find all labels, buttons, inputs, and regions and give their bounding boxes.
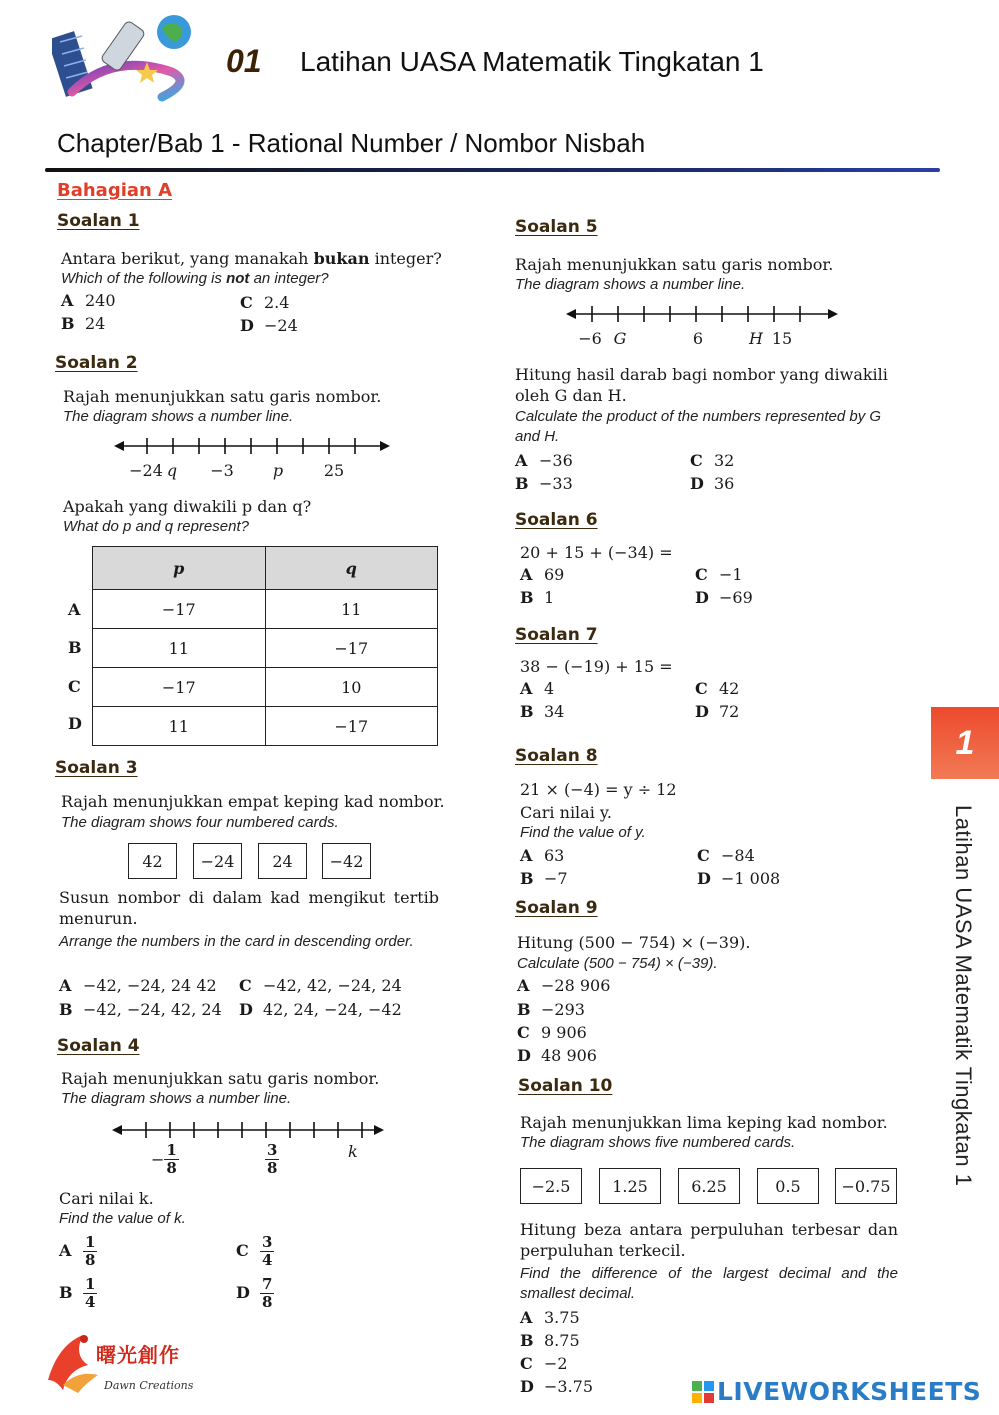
- section-heading: Bahagian A: [57, 180, 173, 201]
- question-3-ask-en: Arrange the numbers in the card in descending order.: [59, 933, 414, 950]
- nl4-label-neg-one-eighth: − $\frac{1}{8}$: [151, 1141, 177, 1177]
- q3-option-d[interactable]: D 42, 24, −24, −42: [239, 1000, 402, 1019]
- question-3-text-en: The diagram shows four numbered cards.: [61, 814, 339, 831]
- q8-option-d[interactable]: D −1 008: [697, 869, 781, 888]
- side-vertical-title: Latihan UASA Matematik Tingkatan 1: [951, 805, 976, 1187]
- question-10-text-en: The diagram shows five numbered cards.: [520, 1134, 796, 1151]
- q10-option-c[interactable]: C −2: [520, 1354, 568, 1373]
- q5-option-c[interactable]: C 32: [690, 451, 735, 470]
- worksheet-number: 01: [226, 43, 262, 79]
- question-8-ask-ms: Cari nilai y.: [520, 803, 612, 822]
- q3-option-b[interactable]: B −42, −24, 42, 24: [59, 1000, 222, 1019]
- chapter-title: Chapter/Bab 1 - Rational Number / Nombor Nisbah: [57, 128, 646, 158]
- q7-option-c[interactable]: C 42: [695, 679, 740, 698]
- table-header-q: q: [265, 547, 438, 590]
- q8-option-a[interactable]: A 63: [520, 846, 565, 865]
- q9-option-b[interactable]: B −293: [517, 1000, 585, 1019]
- number-card: −24: [193, 843, 242, 879]
- q2-row-label-d: D: [68, 714, 82, 733]
- question-5-ask-ms: Hitung hasil darab bagi nombor yang diwakili oleh G dan H.: [515, 365, 888, 405]
- nl4-label-three-eighths: $\frac{3}{8}$: [267, 1141, 278, 1177]
- q9-option-d[interactable]: D 48 906: [517, 1046, 597, 1065]
- nl2-label-25: 25: [323, 461, 345, 480]
- question-3-ask-ms: Susun nombor di dalam kad mengikut tertib menurun.: [59, 888, 439, 928]
- question-10-text-ms: Rajah menunjukkan lima keping kad nombor.: [520, 1113, 888, 1132]
- question-5-number-line: [562, 300, 844, 350]
- number-card: 42: [128, 843, 177, 879]
- question-7-expression: 38 − (−19) + 15 =: [520, 657, 673, 676]
- nl5-label-6: 6: [692, 329, 704, 348]
- question-5-text-en: The diagram shows a number line.: [515, 276, 746, 293]
- q7-option-b[interactable]: B 34: [520, 702, 565, 721]
- question-9-heading: Soalan 9: [515, 898, 598, 918]
- number-card: 24: [258, 843, 307, 879]
- table-row[interactable]: −17 10: [93, 668, 438, 707]
- q1-option-c[interactable]: C 2.4: [240, 293, 290, 312]
- question-4-ask-en: Find the value of k.: [59, 1210, 186, 1227]
- q10-option-b[interactable]: B 8.75: [520, 1331, 580, 1350]
- liveworksheets-icon: [692, 1381, 714, 1403]
- question-7-heading: Soalan 7: [515, 625, 598, 645]
- q1-option-a[interactable]: A 240: [61, 291, 116, 310]
- question-5-ask-en: Calculate the product of the numbers represented by G and H.: [515, 408, 882, 445]
- question-2-heading: Soalan 2: [55, 353, 138, 373]
- q4-option-c[interactable]: C $\frac{3}{4}$: [236, 1233, 273, 1269]
- q2-row-label-b: B: [68, 638, 82, 657]
- header-illustration: [52, 12, 197, 107]
- q5-option-a[interactable]: A −36: [515, 451, 573, 470]
- table-row[interactable]: 11 −17: [93, 629, 438, 668]
- question-1-text-ms: Antara berikut, yang manakah bukan integer?: [61, 249, 442, 268]
- question-2-ask-en: What do p and q represent?: [63, 518, 249, 535]
- q4-option-d[interactable]: D $\frac{7}{8}$: [236, 1275, 273, 1311]
- question-8-expression: 21 × (−4) = y ÷ 12: [520, 780, 677, 799]
- q10-option-a[interactable]: A 3.75: [520, 1308, 580, 1327]
- question-10-heading: Soalan 10: [518, 1076, 613, 1096]
- q5-option-b[interactable]: B −33: [515, 474, 573, 493]
- dawn-creations-logo: [38, 1325, 208, 1400]
- q1-option-b[interactable]: B 24: [61, 314, 106, 333]
- q3-option-c[interactable]: C −42, 42, −24, 24: [239, 976, 402, 995]
- number-card: 1.25: [599, 1168, 661, 1204]
- q8-option-b[interactable]: B −7: [520, 869, 568, 888]
- chapter-tab-number: 1: [955, 723, 975, 762]
- question-2-ask-ms: Apakah yang diwakili p dan q?: [63, 497, 312, 516]
- question-2-table: [92, 546, 438, 746]
- q3-option-a[interactable]: A −42, −24, 24 42: [59, 976, 217, 995]
- nl2-label-p: p: [272, 461, 284, 480]
- q7-option-a[interactable]: A 4: [520, 679, 555, 698]
- number-card: −42: [322, 843, 371, 879]
- question-9-text-ms: Hitung (500 − 754) × (−39).: [517, 933, 751, 952]
- question-10-ask-ms: Hitung beza antara perpuluhan terbesar dan perpuluhan terkecil.: [520, 1220, 898, 1260]
- question-5-text-ms: Rajah menunjukkan satu garis nombor.: [515, 255, 834, 274]
- question-4-text-ms: Rajah menunjukkan satu garis nombor.: [61, 1069, 380, 1088]
- q9-option-c[interactable]: C 9 906: [517, 1023, 587, 1042]
- logo-chinese-text: 曙光創作: [96, 1343, 180, 1367]
- question-4-ask-ms: Cari nilai k.: [59, 1189, 154, 1208]
- question-1-heading: Soalan 1: [57, 211, 140, 231]
- table-row[interactable]: −17 11: [93, 590, 438, 629]
- q9-option-a[interactable]: A −28 906: [517, 976, 611, 995]
- liveworksheets-logo: [692, 1377, 981, 1406]
- question-3-heading: Soalan 3: [55, 758, 138, 778]
- question-1-text-en: Which of the following is not an integer?: [61, 270, 329, 287]
- question-4-heading: Soalan 4: [57, 1036, 140, 1056]
- table-header-p: p: [93, 547, 266, 590]
- question-6-expression: 20 + 15 + (−34) =: [520, 543, 673, 562]
- q6-option-d[interactable]: D −69: [695, 588, 753, 607]
- question-2-text-ms: Rajah menunjukkan satu garis nombor.: [63, 387, 382, 406]
- liveworksheets-text: LIVEWORKSHEETS: [717, 1377, 982, 1406]
- q4-option-b[interactable]: B $\frac{1}{4}$: [59, 1275, 96, 1311]
- question-4-text-en: The diagram shows a number line.: [61, 1090, 292, 1107]
- nl5-label-neg6: −6: [578, 329, 602, 348]
- question-6-heading: Soalan 6: [515, 510, 598, 530]
- question-2-number-line: [110, 432, 400, 484]
- q5-option-d[interactable]: D 36: [690, 474, 735, 493]
- q7-option-d[interactable]: D 72: [695, 702, 740, 721]
- q4-option-a[interactable]: A $\frac{1}{8}$: [59, 1233, 96, 1269]
- nl5-label-g: G: [613, 329, 627, 348]
- nl5-label-15: 15: [771, 329, 793, 348]
- nl2-label-3: −3: [210, 461, 234, 480]
- question-2-text-en: The diagram shows a number line.: [63, 408, 294, 425]
- q1-option-d[interactable]: D −24: [240, 316, 298, 335]
- question-10-ask-en: Find the difference of the largest decimal and the smallest decimal.: [520, 1265, 898, 1302]
- q6-option-a[interactable]: A 69: [520, 565, 565, 584]
- q8-option-c[interactable]: C −84: [697, 846, 755, 865]
- worksheet-title: Latihan UASA Matematik Tingkatan 1: [300, 46, 764, 77]
- q6-option-b[interactable]: B 1: [520, 588, 555, 607]
- table-row[interactable]: 11 −17: [93, 707, 438, 746]
- q10-option-d[interactable]: D −3.75: [520, 1377, 594, 1396]
- question-5-heading: Soalan 5: [515, 217, 598, 237]
- nl2-label-q: q: [166, 461, 178, 480]
- question-8-heading: Soalan 8: [515, 746, 598, 766]
- number-card: 6.25: [678, 1168, 740, 1204]
- nl5-label-h: H: [749, 329, 763, 348]
- q2-row-label-a: A: [68, 600, 81, 619]
- nl4-label-k: k: [348, 1142, 358, 1161]
- header-rule: [45, 168, 940, 172]
- nl2-label-1: −24: [129, 461, 163, 480]
- question-3-text-ms: Rajah menunjukkan empat keping kad nombor.: [61, 792, 445, 811]
- logo-subtitle: Dawn Creations: [104, 1379, 194, 1392]
- number-card: −0.75: [835, 1168, 897, 1204]
- question-4-number-line: [108, 1118, 390, 1142]
- question-8-ask-en: Find the value of y.: [520, 824, 646, 841]
- question-9-text-en: Calculate (500 − 754) × (−39).: [517, 955, 718, 972]
- q6-option-c[interactable]: C −1: [695, 565, 743, 584]
- q2-row-label-c: C: [68, 677, 81, 696]
- number-card: 0.5: [757, 1168, 819, 1204]
- number-card: −2.5: [520, 1168, 582, 1204]
- chapter-tab: [931, 707, 999, 779]
